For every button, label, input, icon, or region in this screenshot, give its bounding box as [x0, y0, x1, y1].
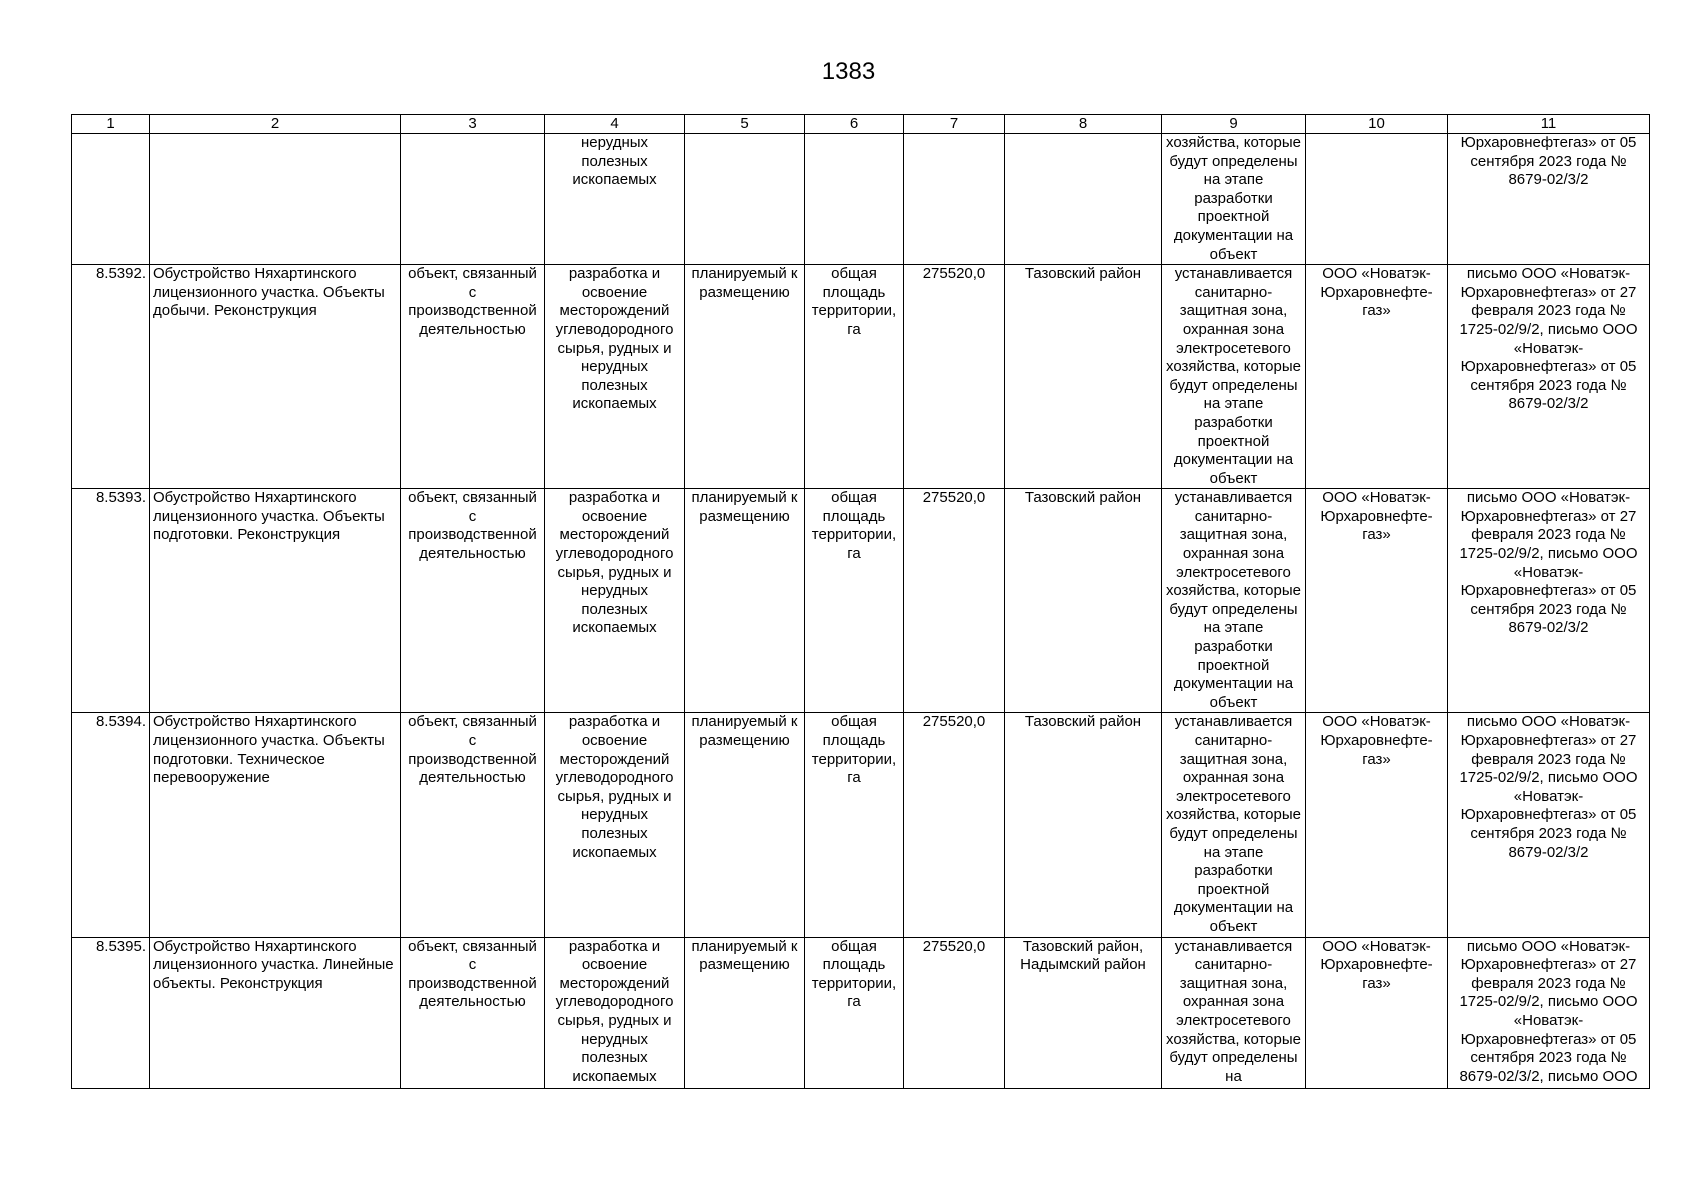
column-header-5: 5	[685, 115, 805, 134]
cell-characteristic: общая площадь территории, га	[805, 937, 904, 1088]
column-header-4: 4	[545, 115, 685, 134]
cell-zones: устанавливается санитарно-защитная зона, охранная зона электросетевого хозяйства, которые будут определены на	[1162, 937, 1306, 1088]
cell-basis: Юрхаровнефтегаз» от 05 сентября 2023 года № 8679-02/3/2	[1448, 134, 1650, 265]
cell-status	[685, 134, 805, 265]
cell-organization: ООО «Новатэк-Юрхаровнефте-газ»	[1306, 265, 1448, 489]
cell-value	[904, 134, 1005, 265]
cell-object-name: Обустройство Няхартинского лицензионного участка. Линейные объекты. Реконструкция	[150, 937, 401, 1088]
table-row	[72, 713, 1650, 937]
cell-basis: письмо ООО «Новатэк-Юрхаровнефтегаз» от 27 февраля 2023 года № 1725-02/9/2, письмо ООО «Новатэк-Юрхаровнефтегаз» от 05 сентября 2023 года № 8679-02/3/2	[1448, 489, 1650, 713]
cell-purpose: нерудных полезных ископаемых	[545, 134, 685, 265]
page-number: 1383	[821, 58, 876, 85]
cell-status: планируемый к размещению	[685, 937, 805, 1088]
cell-object-type	[401, 134, 545, 265]
table-row	[72, 937, 1650, 1088]
cell-object-type: объект, связанный с производственной деятельностью	[401, 265, 545, 489]
table-row	[72, 489, 1650, 713]
column-header-10: 10	[1306, 115, 1448, 134]
cell-object-name	[150, 134, 401, 265]
column-header-2: 2	[150, 115, 401, 134]
cell-number	[72, 134, 150, 265]
cell-characteristic	[805, 134, 904, 265]
cell-purpose: разработка и освоение месторождений углеводородного сырья, рудных и нерудных полезных ископаемых	[545, 265, 685, 489]
cell-purpose: разработка и освоение месторождений углеводородного сырья, рудных и нерудных полезных ископаемых	[545, 937, 685, 1088]
cell-value: 275520,0	[904, 713, 1005, 937]
cell-organization: ООО «Новатэк-Юрхаровнефте-газ»	[1306, 489, 1448, 713]
cell-object-type: объект, связанный с производственной деятельностью	[401, 489, 545, 713]
cell-object-name: Обустройство Няхартинского лицензионного участка. Объекты добычи. Реконструкция	[150, 265, 401, 489]
cell-characteristic: общая площадь территории, га	[805, 713, 904, 937]
cell-characteristic: общая площадь территории, га	[805, 489, 904, 713]
table-row	[72, 134, 1650, 265]
cell-number: 8.5394.	[72, 713, 150, 937]
column-header-7: 7	[904, 115, 1005, 134]
cell-zones: устанавливается санитарно-защитная зона, охранная зона электросетевого хозяйства, которые будут определены на этапе разработки проектной документации на объект	[1162, 265, 1306, 489]
column-header-8: 8	[1005, 115, 1162, 134]
cell-basis: письмо ООО «Новатэк-Юрхаровнефтегаз» от 27 февраля 2023 года № 1725-02/9/2, письмо ООО «Новатэк-Юрхаровнефтегаз» от 05 сентября 2023 года № 8679-02/3/2	[1448, 713, 1650, 937]
column-header-6: 6	[805, 115, 904, 134]
column-header-1: 1	[72, 115, 150, 134]
cell-object-name: Обустройство Няхартинского лицензионного участка. Объекты подготовки. Техническое перевооружение	[150, 713, 401, 937]
cell-location: Тазовский район	[1005, 713, 1162, 937]
cell-basis: письмо ООО «Новатэк-Юрхаровнефтегаз» от 27 февраля 2023 года № 1725-02/9/2, письмо ООО «Новатэк-Юрхаровнефтегаз» от 05 сентября 2023 года № 8679-02/3/2	[1448, 265, 1650, 489]
cell-purpose: разработка и освоение месторождений углеводородного сырья, рудных и нерудных полезных ископаемых	[545, 713, 685, 937]
cell-location: Тазовский район, Надымский район	[1005, 937, 1162, 1088]
cell-object-type: объект, связанный с производственной деятельностью	[401, 937, 545, 1088]
column-header-11: 11	[1448, 115, 1650, 134]
cell-number: 8.5393.	[72, 489, 150, 713]
registry-table	[71, 114, 1650, 1089]
cell-status: планируемый к размещению	[685, 265, 805, 489]
cell-value: 275520,0	[904, 489, 1005, 713]
cell-organization: ООО «Новатэк-Юрхаровнефте-газ»	[1306, 713, 1448, 937]
cell-characteristic: общая площадь территории, га	[805, 265, 904, 489]
cell-purpose: разработка и освоение месторождений углеводородного сырья, рудных и нерудных полезных ископаемых	[545, 489, 685, 713]
cell-status: планируемый к размещению	[685, 713, 805, 937]
cell-zones: устанавливается санитарно-защитная зона, охранная зона электросетевого хозяйства, которые будут определены на этапе разработки проектной документации на объект	[1162, 713, 1306, 937]
cell-location: Тазовский район	[1005, 489, 1162, 713]
cell-organization	[1306, 134, 1448, 265]
cell-basis: письмо ООО «Новатэк-Юрхаровнефтегаз» от 27 февраля 2023 года № 1725-02/9/2, письмо ООО «Новатэк-Юрхаровнефтегаз» от 05 сентября 2023 года № 8679-02/3/2, письмо ООО	[1448, 937, 1650, 1088]
table-body	[72, 134, 1650, 1089]
cell-object-name: Обустройство Няхартинского лицензионного участка. Объекты подготовки. Реконструкция	[150, 489, 401, 713]
column-header-9: 9	[1162, 115, 1306, 134]
cell-number: 8.5392.	[72, 265, 150, 489]
cell-object-type: объект, связанный с производственной деятельностью	[401, 713, 545, 937]
cell-value: 275520,0	[904, 265, 1005, 489]
cell-location: Тазовский район	[1005, 265, 1162, 489]
column-header-3: 3	[401, 115, 545, 134]
header-row	[72, 115, 1650, 134]
cell-value: 275520,0	[904, 937, 1005, 1088]
table-row	[72, 265, 1650, 489]
cell-zones: хозяйства, которые будут определены на этапе разработки проектной документации на объект	[1162, 134, 1306, 265]
table-header	[72, 115, 1650, 134]
cell-number: 8.5395.	[72, 937, 150, 1088]
cell-location	[1005, 134, 1162, 265]
cell-zones: устанавливается санитарно-защитная зона, охранная зона электросетевого хозяйства, которые будут определены на этапе разработки проектной документации на объект	[1162, 489, 1306, 713]
cell-status: планируемый к размещению	[685, 489, 805, 713]
cell-organization: ООО «Новатэк-Юрхаровнефте-газ»	[1306, 937, 1448, 1088]
